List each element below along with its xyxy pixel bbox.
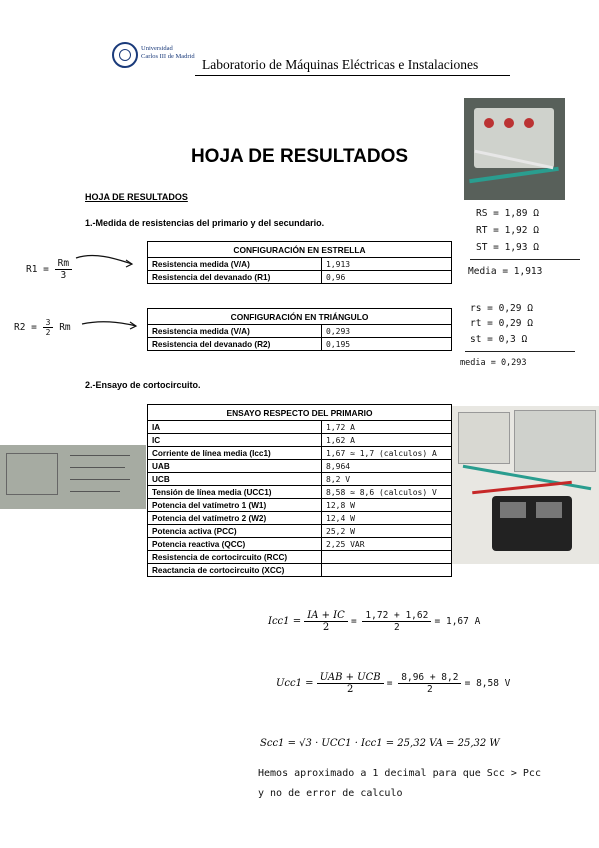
- table-cc-label-9: Potencia reactiva (QCC): [148, 538, 322, 551]
- table-cc-value-1: 1,62 A: [322, 434, 452, 447]
- table-row: [148, 447, 452, 460]
- table-row: [148, 434, 452, 447]
- table-row: [148, 525, 452, 538]
- icc-num: IA + IC: [304, 610, 348, 622]
- ucc-num: UAB + UCB: [317, 672, 384, 684]
- ucc-sub-fraction: [398, 672, 461, 695]
- item-resistencias: 1.-Medida de resistencias del primario y del secundario.: [85, 218, 325, 228]
- table-cc-label-7: Potencia del vatímetro 2 (W2): [148, 512, 322, 525]
- ucc-sub-den: 2: [426, 684, 433, 695]
- table-row: [148, 538, 452, 551]
- table-row: [148, 338, 452, 351]
- ucc-fraction: [317, 672, 384, 695]
- table-delta-title: CONFIGURACIÓN EN TRIÁNGULO: [148, 309, 452, 325]
- table-star-label-1: Resistencia del devanado (R1): [148, 271, 322, 284]
- r2-fraction: [43, 318, 54, 337]
- table-cc-value-8: 25,2 W: [322, 525, 452, 538]
- table-row: [148, 325, 452, 338]
- note-media-2: media = 0,293: [460, 358, 527, 368]
- icc-sub-num: 1,72 + 1,62: [362, 610, 431, 622]
- icc-den: 2: [322, 622, 330, 633]
- ucc-lhs: Ucc1 =: [276, 678, 314, 689]
- formula-icc: Icc1 = $\frac{IA + IC}{2}$ = $\frac{1,72 + 1,62}{2}$ = 1,67 A: [268, 610, 481, 633]
- table-delta-config: [147, 308, 452, 351]
- table-delta-label-0: Resistencia medida (V/A): [148, 325, 322, 338]
- university-line2: Carlos III de Madrid: [141, 53, 195, 60]
- table-row: [148, 473, 452, 486]
- r1-num: Rm: [55, 258, 72, 270]
- section-title: HOJA DE RESULTADOS: [85, 192, 188, 202]
- note-aproximacion-2: y no de error de calculo: [258, 788, 403, 799]
- table-cc-label-10: Resistencia de cortocircuito (RCC): [148, 551, 322, 564]
- table-cc-label-4: UCB: [148, 473, 322, 486]
- table-delta-value-1: 0,195: [322, 338, 452, 351]
- note-rs: RS = 1,89 Ω: [476, 208, 539, 219]
- table-cc-value-6: 12,8 W: [322, 499, 452, 512]
- table-cc-label-6: Potencia del vatímetro 1 (W1): [148, 499, 322, 512]
- r1-fraction: [55, 258, 72, 281]
- r1-formula: [26, 258, 72, 281]
- table-cc-label-11: Reactancia de cortocircuito (XCC): [148, 564, 322, 577]
- table-row: [148, 271, 452, 284]
- icc-result: = 1,67 A: [434, 616, 481, 627]
- table-row: [148, 421, 452, 434]
- note-rs2: rs = 0,29 Ω: [470, 303, 533, 314]
- note-rule-2: [465, 351, 575, 352]
- table-row: [148, 551, 452, 564]
- r2-lhs: R2 =: [14, 322, 37, 333]
- note-rt2: rt = 0,29 Ω: [470, 318, 533, 329]
- table-cc-label-3: UAB: [148, 460, 322, 473]
- note-st2: st = 0,3 Ω: [470, 334, 528, 345]
- instruments-photo: [452, 406, 599, 564]
- table-cc-title: ENSAYO RESPECTO DEL PRIMARIO: [148, 405, 452, 421]
- table-cc-value-7: 12,4 W: [322, 512, 452, 525]
- table-cc-value-3: 8,964: [322, 460, 452, 473]
- logo-emblem: [119, 49, 131, 61]
- r2-den: 2: [45, 328, 51, 337]
- university-line1: Universidad: [141, 45, 173, 52]
- table-row: [148, 258, 452, 271]
- note-rt: RT = 1,92 Ω: [476, 225, 539, 236]
- table-cc-label-2: Corriente de línea media (Icc1): [148, 447, 322, 460]
- table-star-value-0: 1,913: [322, 258, 452, 271]
- table-star-value-1: 0,96: [322, 271, 452, 284]
- ucc-den: 2: [346, 684, 354, 695]
- table-star-label-0: Resistencia medida (V/A): [148, 258, 322, 271]
- table-delta-value-0: 0,293: [322, 325, 452, 338]
- table-cc-label-1: IC: [148, 434, 322, 447]
- table-cc-value-9: 2,25 VAR: [322, 538, 452, 551]
- table-cortocircuito: [147, 404, 452, 577]
- note-aproximacion-1: Hemos aproximado a 1 decimal para que Scc > Pcc: [258, 768, 541, 779]
- table-row: [148, 486, 452, 499]
- icc-fraction: [304, 610, 348, 633]
- notebook-photo: [0, 445, 146, 509]
- r2-rhs: Rm: [59, 322, 71, 333]
- table-star-title: CONFIGURACIÓN EN ESTRELLA: [148, 242, 452, 258]
- table-cc-value-4: 8,2 V: [322, 473, 452, 486]
- ucc-result: = 8,58 V: [464, 678, 511, 689]
- item-cortocircuito: 2.-Ensayo de cortocircuito.: [85, 380, 201, 390]
- lab-title: Laboratorio de Máquinas Eléctricas e Instalaciones: [202, 57, 479, 72]
- formula-scc: Scc1 = √3 · UCC1 · Icc1 = 25,32 VA = 25,32 W: [260, 738, 500, 749]
- table-delta-label-1: Resistencia del devanado (R2): [148, 338, 322, 351]
- header-divider: [195, 75, 510, 76]
- icc-sub-den: 2: [394, 622, 400, 633]
- icc-lhs: Icc1 =: [268, 616, 302, 627]
- ucc-sub-num: 8,96 + 8,2: [398, 672, 461, 684]
- table-cc-value-2: 1,67 ≃ 1,7 (calculos) A: [322, 447, 452, 460]
- table-row: [148, 460, 452, 473]
- formula-ucc: Ucc1 = $\frac{\text{UAB + UCB}}{2}$ = $\frac{8,96 + 8,2}{2}$ = 8,58 V: [276, 672, 511, 695]
- r2-arrow: [80, 316, 140, 332]
- note-st: ST = 1,93 Ω: [476, 242, 539, 253]
- r1-arrow: [74, 252, 136, 272]
- university-logo: [112, 42, 138, 68]
- page-title: HOJA DE RESULTADOS: [190, 146, 409, 167]
- table-row: [148, 564, 452, 577]
- table-cc-value-5: 8,58 ≃ 8,6 (calculos) V: [322, 486, 452, 499]
- table-cc-label-0: IA: [148, 421, 322, 434]
- table-star-config: [147, 241, 452, 284]
- r1-den: 3: [60, 270, 67, 281]
- r1-lhs: R1 =: [26, 264, 49, 275]
- icc-sub-fraction: [362, 610, 431, 633]
- r2-formula: [14, 318, 71, 337]
- table-cc-value-11: [322, 564, 452, 577]
- note-rule-1: [470, 259, 580, 260]
- table-cc-label-5: Tensión de línea media (UCC1): [148, 486, 322, 499]
- university-name: [141, 45, 195, 61]
- table-cc-value-0: 1,72 A: [322, 421, 452, 434]
- note-media-1: Media = 1,913: [468, 266, 543, 277]
- table-row: [148, 499, 452, 512]
- table-cc-label-8: Potencia activa (PCC): [148, 525, 322, 538]
- table-cc-value-10: [322, 551, 452, 564]
- r2-num: 3: [43, 318, 54, 328]
- table-row: [148, 512, 452, 525]
